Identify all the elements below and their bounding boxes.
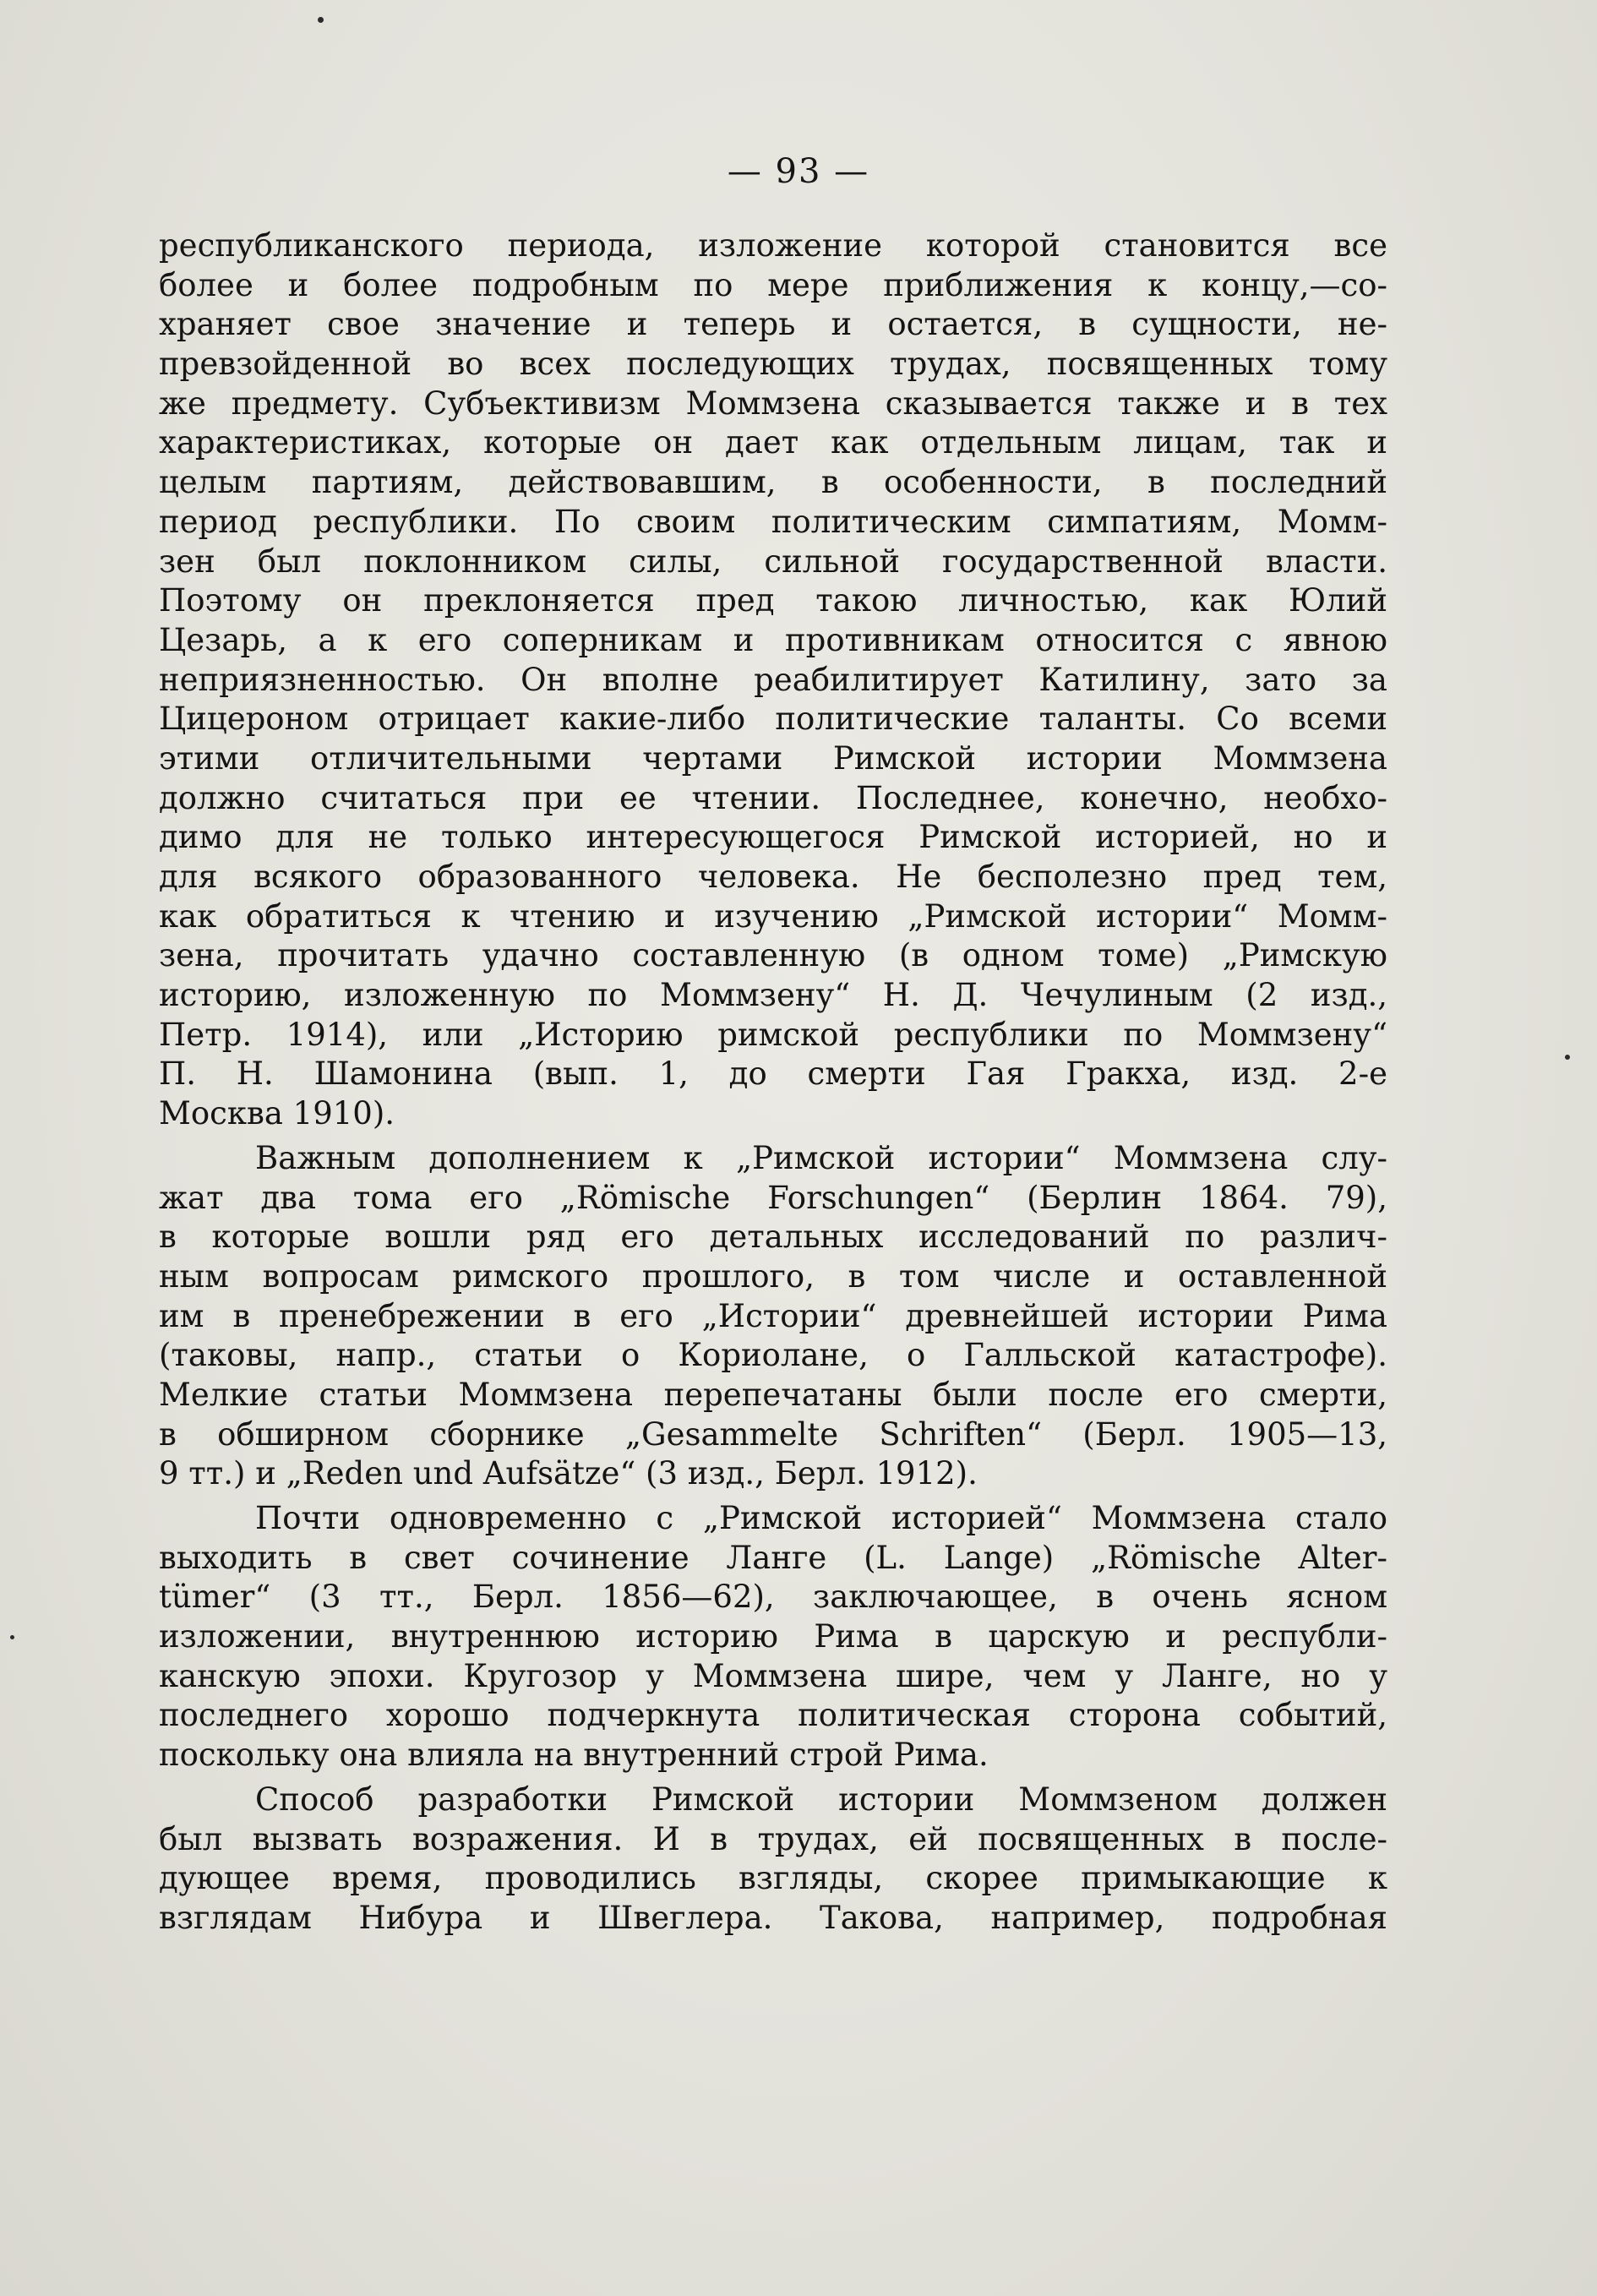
- text-line: взглядам Нибура и Швеглера. Такова, например, подробная: [159, 1899, 1387, 1936]
- paragraph: [159, 226, 1387, 1134]
- text-line: (таковы, напр., статьи о Кориолане, о Галльской катастрофе).: [159, 1337, 1387, 1374]
- text-line: 9 тт.) и „Reden und Aufsätze“ (3 изд., Берл. 1912).: [159, 1455, 978, 1492]
- text-line: в обширном сборнике „Gesammelte Schriften“ (Берл. 1905—13,: [159, 1415, 1387, 1453]
- text-line: Цезарь, а к его соперникам и противникам относится с явною: [159, 621, 1387, 658]
- text-line: Поэтому он преклоняется пред такою личностью, как Юлий: [159, 582, 1387, 619]
- text-line: Почти одновременно с „Римской историей“ Моммзена стало: [255, 1500, 1387, 1536]
- text-line: tümer“ (3 тт., Берл. 1856—62), заключающее, в очень ясном: [159, 1579, 1387, 1616]
- text-line: в которые вошли ряд его детальных исследований по различ-: [159, 1219, 1387, 1256]
- text-line: дующее время, проводились взгляды, скорее примыкающие к: [159, 1860, 1387, 1897]
- text-line: неприязненностью. Он вполне реабилитирует Катилину, зато за: [159, 661, 1387, 698]
- ink-speck: [318, 17, 324, 23]
- text-line: Москва 1910).: [159, 1095, 395, 1132]
- paragraph: [159, 1781, 1387, 1939]
- text-line: республиканского периода, изложение которой становится все: [159, 227, 1387, 264]
- text-line: зена, прочитать удачно составленную (в одном томе) „Римскую: [159, 937, 1387, 974]
- text-line: димо для не только интересующегося Римской историей, но и: [159, 819, 1387, 856]
- page-number: — 93 —: [727, 152, 870, 191]
- text-line: жат два тома его „Römische Forschungen“ (Берлин 1864. 79),: [159, 1179, 1387, 1216]
- text-line: был вызвать возражения. И в трудах, ей посвященных в после-: [159, 1820, 1387, 1857]
- body-text: [159, 226, 1387, 1939]
- text-line: более и более подробным по мере приближения к концу,—со-: [159, 266, 1387, 303]
- text-line: Петр. 1914), или „Историю римской республики по Моммзену“: [159, 1016, 1387, 1053]
- paragraph: [159, 1499, 1387, 1775]
- text-line: последнего хорошо подчеркнута политическая сторона событий,: [159, 1697, 1387, 1734]
- text-line: изложении, внутреннюю историю Рима в царскую и республи-: [159, 1618, 1387, 1655]
- text-line: превзойденной во всех последующих трудах, посвященных тому: [159, 346, 1387, 383]
- text-line: зен был поклонником силы, сильной государственной власти.: [159, 543, 1387, 580]
- text-line: историю, изложенную по Моммзену“ Н. Д. Чечулиным (2 изд.,: [159, 977, 1387, 1014]
- text-line: для всякого образованного человека. Не бесполезно пред тем,: [159, 859, 1387, 895]
- ink-speck: [1565, 1055, 1570, 1060]
- ink-speck: [10, 1635, 14, 1639]
- text-line: ным вопросам римского прошлого, в том числе и оставленной: [159, 1257, 1387, 1295]
- text-line: поскольку она влияла на внутренний строй Рима.: [159, 1737, 989, 1774]
- paragraph: [159, 1139, 1387, 1494]
- text-line: должно считаться при ее чтении. Последнее, конечно, необхо-: [159, 779, 1387, 816]
- text-line: Мелкие статьи Моммзена перепечатаны были после его смерти,: [159, 1376, 1387, 1413]
- text-line: храняет свое значение и теперь и остается, в сущности, не-: [159, 306, 1387, 343]
- text-line: характеристиках, которые он дает как отдельным лицам, так и: [159, 424, 1387, 461]
- text-line: период республики. По своим политическим симпатиям, Момм-: [159, 503, 1387, 540]
- text-line: этими отличительными чертами Римской истории Моммзена: [159, 739, 1387, 777]
- text-line: им в пренебрежении в его „Истории“ древнейшей истории Рима: [159, 1297, 1387, 1334]
- text-line: выходить в свет сочинение Ланге (L. Lange) „Römische Alter-: [159, 1539, 1387, 1576]
- text-line: же предмету. Субъективизм Моммзена сказывается также и в тех: [159, 384, 1387, 422]
- text-line: Важным дополнением к „Римской истории“ Моммзена слу-: [255, 1139, 1387, 1176]
- text-line: Способ разработки Римской истории Моммзеном должен: [255, 1781, 1387, 1818]
- text-line: канскую эпохи. Кругозор у Моммзена шире, чем у Ланге, но у: [159, 1657, 1387, 1694]
- text-line: Цицероном отрицает какие-либо политические таланты. Со всеми: [159, 701, 1387, 738]
- text-line: как обратиться к чтению и изучению „Римской истории“ Момм-: [159, 897, 1387, 935]
- text-line: П. Н. Шамонина (вып. 1, до смерти Гая Гракха, изд. 2-е: [159, 1055, 1387, 1093]
- text-line: целым партиям, действовавшим, в особенности, в последний: [159, 464, 1387, 501]
